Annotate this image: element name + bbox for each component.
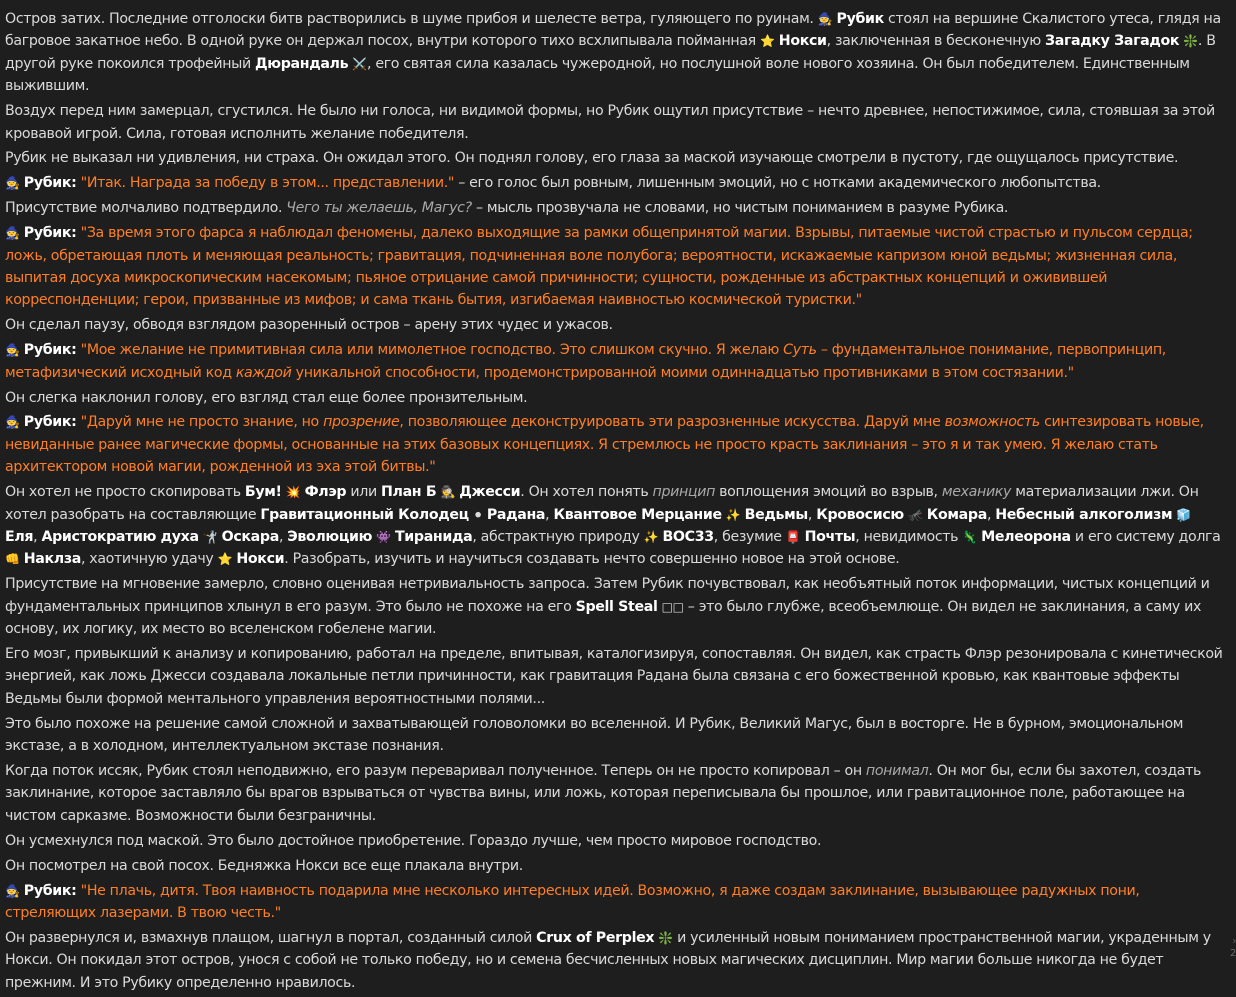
text-run: , его святая сила казалась чужеродной, но послушной воле нового хозяина. Он был победителем. Единственным выжившим. xyxy=(5,56,1190,94)
paragraph xyxy=(5,147,1223,169)
dialogue-quote: "Не плачь, дитя. Твоя наивность подарила мне несколько интересных идей. Возможно, я даже создам заклинание, вызывающее радужных пони, стреляющих лазерами. В твою честь." xyxy=(5,883,1140,921)
paragraph xyxy=(5,411,1223,478)
text-run: Рубик не выказал ни удивления, ни страха. Он ожидал этого. Он поднял голову, его глаза за маской изучающе смотрели в пустоту, где ощущалось присутствие. xyxy=(5,150,1178,166)
speaker-name: Рубик: xyxy=(24,225,77,241)
postbox-icon: 📮 xyxy=(786,530,801,544)
text-run: Он хотел не просто скопировать xyxy=(5,484,245,500)
swords-icon: ⚔️ xyxy=(352,57,367,71)
paragraph xyxy=(5,643,1223,710)
bold-name: Аристократию духа xyxy=(41,529,198,545)
text-run: Он усмехнулся под маской. Это было достойное приобретение. Гораздо лучше, чем просто мировое господство. xyxy=(5,833,821,849)
dialogue-quote: , позволяющее деконструировать эти разрозненные искусства. Даруй мне xyxy=(399,414,944,430)
text-run: , xyxy=(987,507,995,523)
paragraph xyxy=(5,713,1223,758)
text-run: или xyxy=(346,484,381,500)
sparkles-icon: ✨ xyxy=(644,530,659,544)
text-run: . Он хотел понять xyxy=(520,484,652,500)
wizard-icon: 🧙 xyxy=(5,884,20,898)
detective-icon: 🕵️ xyxy=(440,485,455,499)
text-run: стоял на вершине Скалистого утеса, глядя на багровое закатное небо. В одной руке он держал посох, внутри которого тихо всхлипывала пойманная xyxy=(5,11,1221,49)
dialogue-emphasis: Суть xyxy=(783,342,817,358)
paragraph xyxy=(5,314,1223,336)
bold-name: Эволюцию xyxy=(287,529,372,545)
sparkle-icon: ❇️ xyxy=(1183,34,1198,48)
story-text xyxy=(5,8,1223,997)
fencer-icon: 🤺 xyxy=(203,530,218,544)
speaker-name: Рубик: xyxy=(24,414,77,430)
dialogue-emphasis: возможность xyxy=(945,414,1040,430)
bold-name: Флэр xyxy=(305,484,347,500)
text-run: Это было похоже на решение самой сложной и захватывающей головоломки во вселенной. И Рубик, Великий Магус, был в восторге. Не в бурном, эмоциональном экстазе, а в холодном, интеллектуальном экстазе познания. xyxy=(5,716,1183,754)
paragraph xyxy=(5,880,1223,925)
bold-name: Мелеорона xyxy=(981,529,1071,545)
bold-name: Ведьмы xyxy=(745,507,808,523)
bold-name: Загадку Загадок xyxy=(1045,33,1179,49)
text-run: Он развернулся и, взмахнув плащом, шагнул в портал, созданный силой xyxy=(5,930,536,946)
dialogue-quote: "Даруй мне не просто знание, но xyxy=(81,414,323,430)
bold-name: ВОС33 xyxy=(662,529,713,545)
wizard-icon: 🧙 xyxy=(818,12,833,26)
wizard-icon: 🧙 xyxy=(5,415,20,429)
dialogue-quote: "За время этого фарса я наблюдал феномены, далеко выходящие за рамки общепринятой магии. Взрывы, питаемые чистой страстью и пульсом сердца; ложь, обретающая плоть и меняющая реальность; гравитация, подчиненная воле полубога; вероятности, искажаемые капризом юной ведьмы; жизненная сила, выпитая досуха микроскопическим насекомым; пьяное отрицание самой причинности; сущности, рожденные из абстрактных концепций и оживившей корреспонденции; герои, призванные из мифов; и сама ткань бытия, изгибаемая наивностью космической туристки." xyxy=(5,225,1193,308)
dialogue-quote: – фундаментальное понимание, первопринцип, метафизический исходный код xyxy=(5,342,1166,380)
paragraph xyxy=(5,100,1223,145)
bold-name: Гравитационный Колодец xyxy=(260,507,468,523)
alien-icon: 👾 xyxy=(376,530,391,544)
bold-name: Нокси xyxy=(779,33,827,49)
missing-glyph-icon: □□ xyxy=(662,600,684,614)
text-run: , xyxy=(808,507,816,523)
dialogue-emphasis: каждой xyxy=(236,365,292,381)
text-run: – это было глубже, всеобъемлюще. Он видел не заклинания, а саму их основу, их логику, их место во вселенском гобелене магии. xyxy=(5,599,1201,637)
wizard-icon: 🧙 xyxy=(5,226,20,240)
text-run: , хаотичную удачу xyxy=(81,551,218,567)
italic-text: принцип xyxy=(653,484,715,500)
text-run: материализации лжи. Он хотел разобрать на составляющие xyxy=(5,484,1199,522)
bold-name: Почты xyxy=(805,529,856,545)
bold-name: Квантовое Мерцание xyxy=(553,507,721,523)
paragraph xyxy=(5,8,1223,98)
paragraph xyxy=(5,481,1223,571)
bold-name: Кровосисю xyxy=(816,507,904,523)
dialogue-quote: "Мое желание не примитивная сила или мимолетное господство. Это слишком скучно. Я желаю xyxy=(81,342,784,358)
italic-text: механику xyxy=(942,484,1011,500)
text-run: Воздух перед ним замерцал, сгустился. Не было ни голоса, ни видимой формы, но Рубик ощутил присутствие – нечто древнее, непостижимое, сила, стоявшая за этой кровавой игрой. Сила, готовая исполнить желание победителя. xyxy=(5,103,1215,141)
text-run: , xyxy=(279,529,287,545)
paragraph xyxy=(5,927,1223,994)
speaker-name: Рубик: xyxy=(24,342,77,358)
star-icon: ⭐ xyxy=(760,34,775,48)
paragraph xyxy=(5,387,1223,409)
text-run: , безумие xyxy=(714,529,786,545)
dialogue-emphasis: прозрение xyxy=(323,414,399,430)
paragraph xyxy=(5,855,1223,877)
bold-name: Оскара xyxy=(222,529,279,545)
text-run: Он слегка наклонил голову, его взгляд стал еще более пронзительным. xyxy=(5,390,527,406)
text-run: и усиленный новым пониманием пространственной магии, украденным у Нокси. Он покидал этот остров, унося с собой не только победу, но и семена бесчисленных новых магических дисциплин. Мир магии больше никогда не будет прежним. И это Рубику определенно нравилось. xyxy=(5,930,1211,991)
text-run: , заключенная в бесконечную xyxy=(827,33,1045,49)
paragraph xyxy=(5,339,1223,384)
bold-name: Дюрандаль xyxy=(255,56,348,72)
text-run: , абстрактную природу xyxy=(472,529,643,545)
paragraph xyxy=(5,830,1223,852)
lizard-icon: 🦎 xyxy=(962,530,977,544)
black-hole-icon: ⚫ xyxy=(473,508,483,522)
italic-text: понимал xyxy=(866,763,928,779)
paragraph xyxy=(5,573,1223,640)
text-run: . В другой руке покоился трофейный xyxy=(5,33,1216,71)
dialogue-quote: синтезировать новые, невиданные ранее магические формы, основанные на этих базовых концепциях. Я стремлюсь не просто красть заклинания – это я и так умею. Я желаю стать архитектором новой магии, рожденной из эха этой битвы." xyxy=(5,414,1204,475)
ice-icon: 🧊 xyxy=(1176,508,1191,522)
text-run: . Он мог бы, если бы захотел, создать заклинание, которое заставляло бы врагов взрываться от чувства вины, или ложь, которая переписывала бы прошлое, или гравитационное поле, работающее на чистом сарказме. Возможности были безграничны. xyxy=(5,763,1201,824)
paragraph xyxy=(5,760,1223,827)
text-run: , невидимость xyxy=(855,529,962,545)
text-run: Присутствие молчаливо подтвердило. xyxy=(5,200,286,216)
text-run: , xyxy=(545,507,553,523)
sparkles-icon: ✨ xyxy=(726,508,741,522)
speaker-name: Рубик: xyxy=(24,883,77,899)
bold-name: Spell Steal xyxy=(576,599,658,615)
text-run: Его мозг, привыкший к анализу и копированию, работал на пределе, впитывая, каталогизируя, сопоставляя. Он видел, как страсть Флэр резонировала с кинетической энергией, как ложь Джесси создавала локальные петли причинности, как гравитация Радана была связана с его божественной кровью, как квантовые эффекты Ведьмы были формой ментального управления вероятностными полями... xyxy=(5,646,1223,707)
speaker-name: Рубик: xyxy=(24,175,77,191)
text-run: воплощения эмоций во взрыв, xyxy=(715,484,942,500)
speaker-name: Рубик xyxy=(837,11,884,27)
bold-name: Crux of Perplex xyxy=(536,930,654,946)
paragraph xyxy=(5,197,1223,219)
text-run: Он сделал паузу, обводя взглядом разоренный остров – арену этих чудес и ужасов. xyxy=(5,317,613,333)
paragraph xyxy=(5,172,1223,194)
text-run: – мысль прозвучала не словами, но чистым пониманием в разуме Рубика. xyxy=(472,200,1008,216)
bold-name: Комара xyxy=(927,507,987,523)
text-run: Остров затих. Последние отголоски битв растворились в шуме прибоя и шелесте ветра, гуляющего по руинам. xyxy=(5,11,818,27)
dialogue-quote: уникальной способности, продемонстрированной моими одиннадцатью противниками в этом состязании." xyxy=(291,365,1073,381)
paragraph xyxy=(5,222,1223,312)
scroll-indicator[interactable]: › 2 xyxy=(1226,936,1236,976)
text-run: Присутствие на мгновение замерло, словно оценивая нетривиальность запроса. Затем Рубик почувствовал, как необъятный поток информации, чистых концепций и фундаментальных принципов хлынул в его разум. Это было не похоже на его xyxy=(5,576,1210,614)
bold-name: План Б xyxy=(381,484,436,500)
explosion-icon: 💥 xyxy=(286,485,301,499)
text-run: Когда поток иссяк, Рубик стоял неподвижно, его разум переваривал полученное. Теперь он не просто копировал – он xyxy=(5,763,866,779)
text-run: . Разобрать, изучить и научиться создавать нечто совершенно новое на этой основе. xyxy=(284,551,899,567)
text-run: , xyxy=(33,529,41,545)
bold-name: Тиранида xyxy=(395,529,472,545)
bold-name: Бум! xyxy=(245,484,282,500)
wizard-icon: 🧙 xyxy=(5,176,20,190)
bold-name: Радана xyxy=(487,507,545,523)
sparkle-icon: ❇️ xyxy=(658,931,673,945)
text-run: и его систему долга xyxy=(1071,529,1221,545)
dialogue-quote: "Итак. Награда за победу в этом... представлении." xyxy=(81,175,454,191)
bold-name: Нокси xyxy=(236,551,284,567)
text-run: Он посмотрел на свой посох. Бедняжка Нокси все еще плакала внутри. xyxy=(5,858,523,874)
fist-icon: 👊 xyxy=(5,552,20,566)
mosquito-icon: 🦟 xyxy=(908,508,923,522)
bold-name: Еля xyxy=(5,529,33,545)
wizard-icon: 🧙 xyxy=(5,343,20,357)
text-run: – его голос был ровным, лишенным эмоций, но с нотками академического любопытства. xyxy=(454,175,1101,191)
bold-name: Джесси xyxy=(459,484,520,500)
star-icon: ⭐ xyxy=(218,552,233,566)
bold-name: Наклза xyxy=(24,551,81,567)
thought-text: Чего ты желаешь, Магус? xyxy=(286,200,472,216)
bold-name: Небесный алкоголизм xyxy=(995,507,1172,523)
